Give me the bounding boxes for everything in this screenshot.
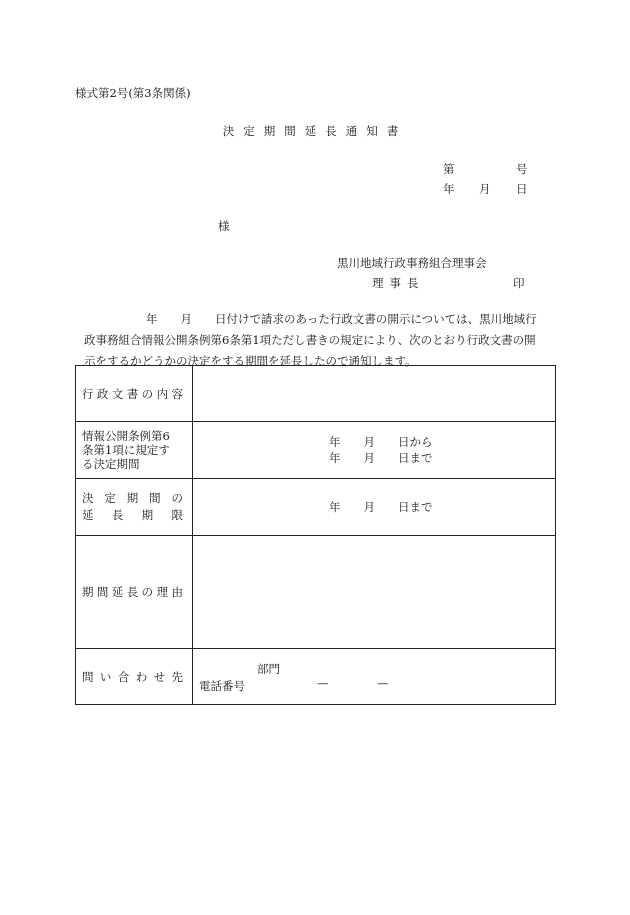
label-extension-deadline-line-1: 決定期間の <box>82 491 184 505</box>
label-extension-reason: 期間延長の理由 <box>76 536 193 649</box>
decision-period-to: 年 月 日まで <box>329 451 433 465</box>
extension-deadline-date: 年 月 日まで <box>329 500 433 514</box>
document-title: 決定期間延長通知書 <box>222 124 408 138</box>
table-row-document-content <box>76 366 556 422</box>
label-extension-deadline <box>76 479 193 536</box>
phone-separator-2: — <box>377 676 389 690</box>
table-row-decision-period <box>76 422 556 479</box>
notice-body <box>84 309 554 372</box>
table-row-extension-reason <box>76 536 556 649</box>
issue-date-year: 年 <box>443 182 455 196</box>
contact-phone-label: 電話番号 <box>199 679 245 693</box>
label-decision-period <box>76 422 193 479</box>
organization-name: 黒川地域行政事務組合理事会 <box>337 256 487 270</box>
seal-mark: 印 <box>513 276 525 290</box>
issue-date-day: 日 <box>516 182 528 196</box>
form-id: 様式第2号(第3条関係) <box>75 86 191 100</box>
table-row-contact <box>76 649 556 705</box>
phone-separator-1: — <box>317 676 329 690</box>
value-decision-period <box>193 422 556 479</box>
body-line-2: 政事務組合情報公開条例第6条第1項ただし書きの規定により、次のとおり行政文書の開 <box>84 333 536 347</box>
body-line-3: 示をするかどうかの決定をする期間を延長したので通知します。 <box>84 354 417 368</box>
contact-department: 部門 <box>257 662 280 676</box>
addressee-honorific: 様 <box>218 219 230 233</box>
label-decision-period-line-1: 情報公開条例第6 <box>82 429 170 443</box>
decision-period-from: 年 月 日から <box>329 435 433 449</box>
signer-title: 理事長 <box>372 276 425 290</box>
body-line-1: 年 月 日付けで請求のあった行政文書の開示については、黒川地域行 <box>146 312 537 326</box>
number-prefix: 第 <box>443 162 455 176</box>
issue-date-month: 月 <box>479 182 491 196</box>
value-contact <box>193 649 556 705</box>
value-extension-deadline <box>193 479 556 536</box>
label-document-content: 行政文書の内容 <box>76 366 193 422</box>
label-decision-period-line-3: る決定期間 <box>82 457 140 471</box>
extension-details-table <box>75 365 556 705</box>
label-contact: 問い合わせ先 <box>76 649 193 705</box>
label-extension-deadline-line-2: 延長期限 <box>82 508 184 522</box>
document-number-line <box>443 161 528 177</box>
value-extension-reason <box>193 536 556 649</box>
table-row-extension-deadline <box>76 479 556 536</box>
label-decision-period-line-2: 条第1項に規定す <box>82 443 170 457</box>
number-suffix: 号 <box>516 162 528 176</box>
value-document-content <box>193 366 556 422</box>
